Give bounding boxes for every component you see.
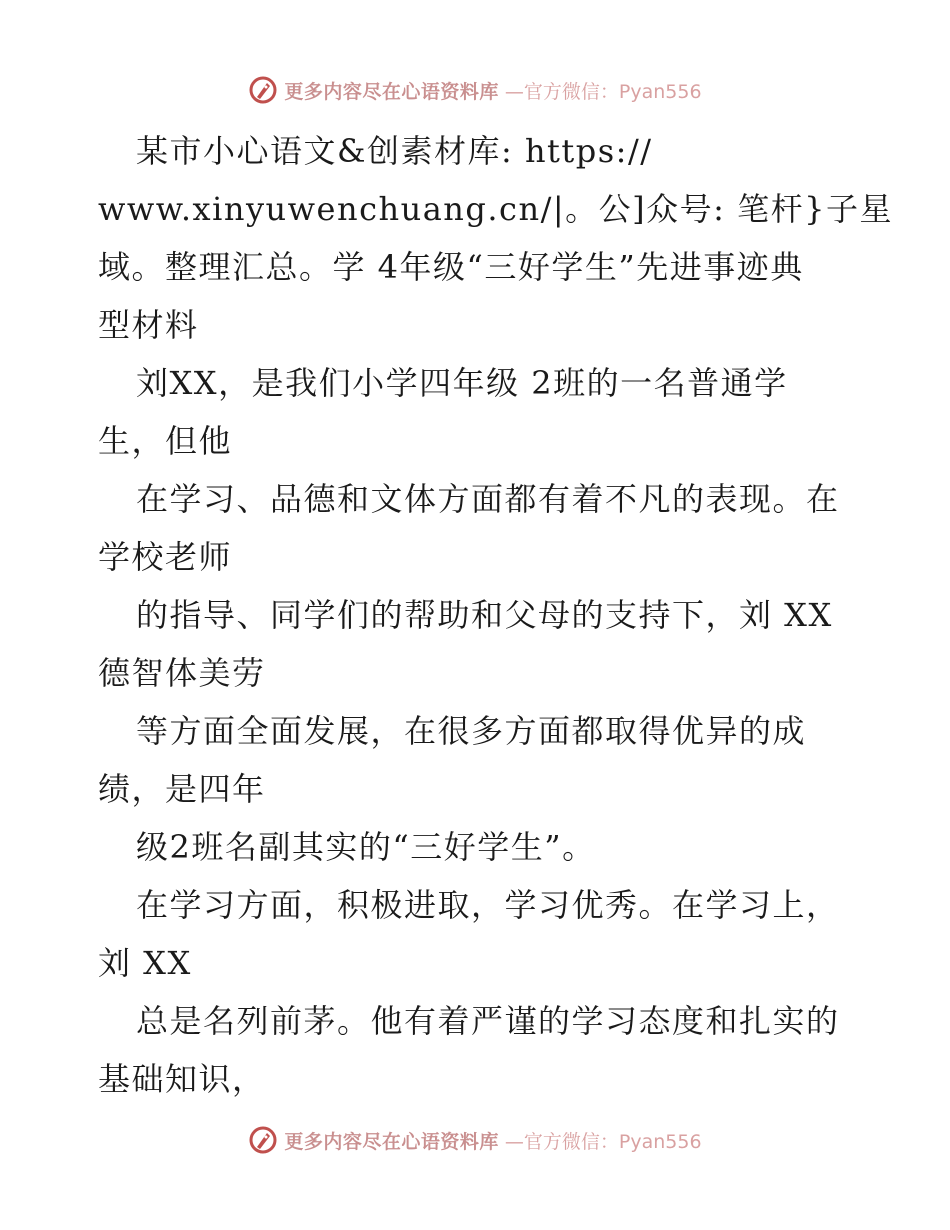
text-line: 基础知识， [98,1060,266,1098]
text-line: 型材料 [98,306,199,344]
text-line: 级2班名副其实的“三好学生”。 [136,828,596,866]
text-line: 在学习、品德和文体方面都有着不凡的表现。在 [136,480,840,518]
text-line: 等方面全面发展，在很多方面都取得优异的成 [136,712,807,750]
text-line: 某市小心语文&创素材库: https:// [136,132,653,170]
text-line: 在学习方面，积极进取，学习优秀。在学习上， [136,886,840,924]
text-line: 总是名列前茅。他有着严谨的学习态度和扎实的 [136,1002,840,1040]
pen-nib-circle-icon [248,75,278,105]
pen-nib-circle-icon [248,1125,278,1155]
text-line: 的指导、同学们的帮助和父母的支持下，刘 XX [136,596,833,634]
text-line: www.xinyuwenchuang.cn/|。公]众号: 笔杆}子星 [98,190,893,228]
header-watermark [0,70,950,110]
watermark-suffix: —官方微信：Pyan556 [504,80,702,103]
footer-watermark [0,1120,950,1160]
text-line: 学校老师 [98,538,233,576]
text-line: 刘XX，是我们小学四年级 2班的一名普通学 [136,364,788,402]
text-line: 生，但他 [98,422,233,460]
text-line: 绩，是四年 [98,770,266,808]
text-line: 刘 XX [98,944,192,982]
text-line: 域。整理汇总。学 4年级“三好学生”先进事迹典 [98,248,804,286]
document-body [98,122,893,1108]
text-line: 德智体美劳 [98,654,266,692]
watermark-text: 更多内容尽在心语资料库 [284,1130,499,1153]
watermark-text: 更多内容尽在心语资料库 [284,80,499,103]
watermark-suffix: —官方微信：Pyan556 [504,1130,702,1153]
